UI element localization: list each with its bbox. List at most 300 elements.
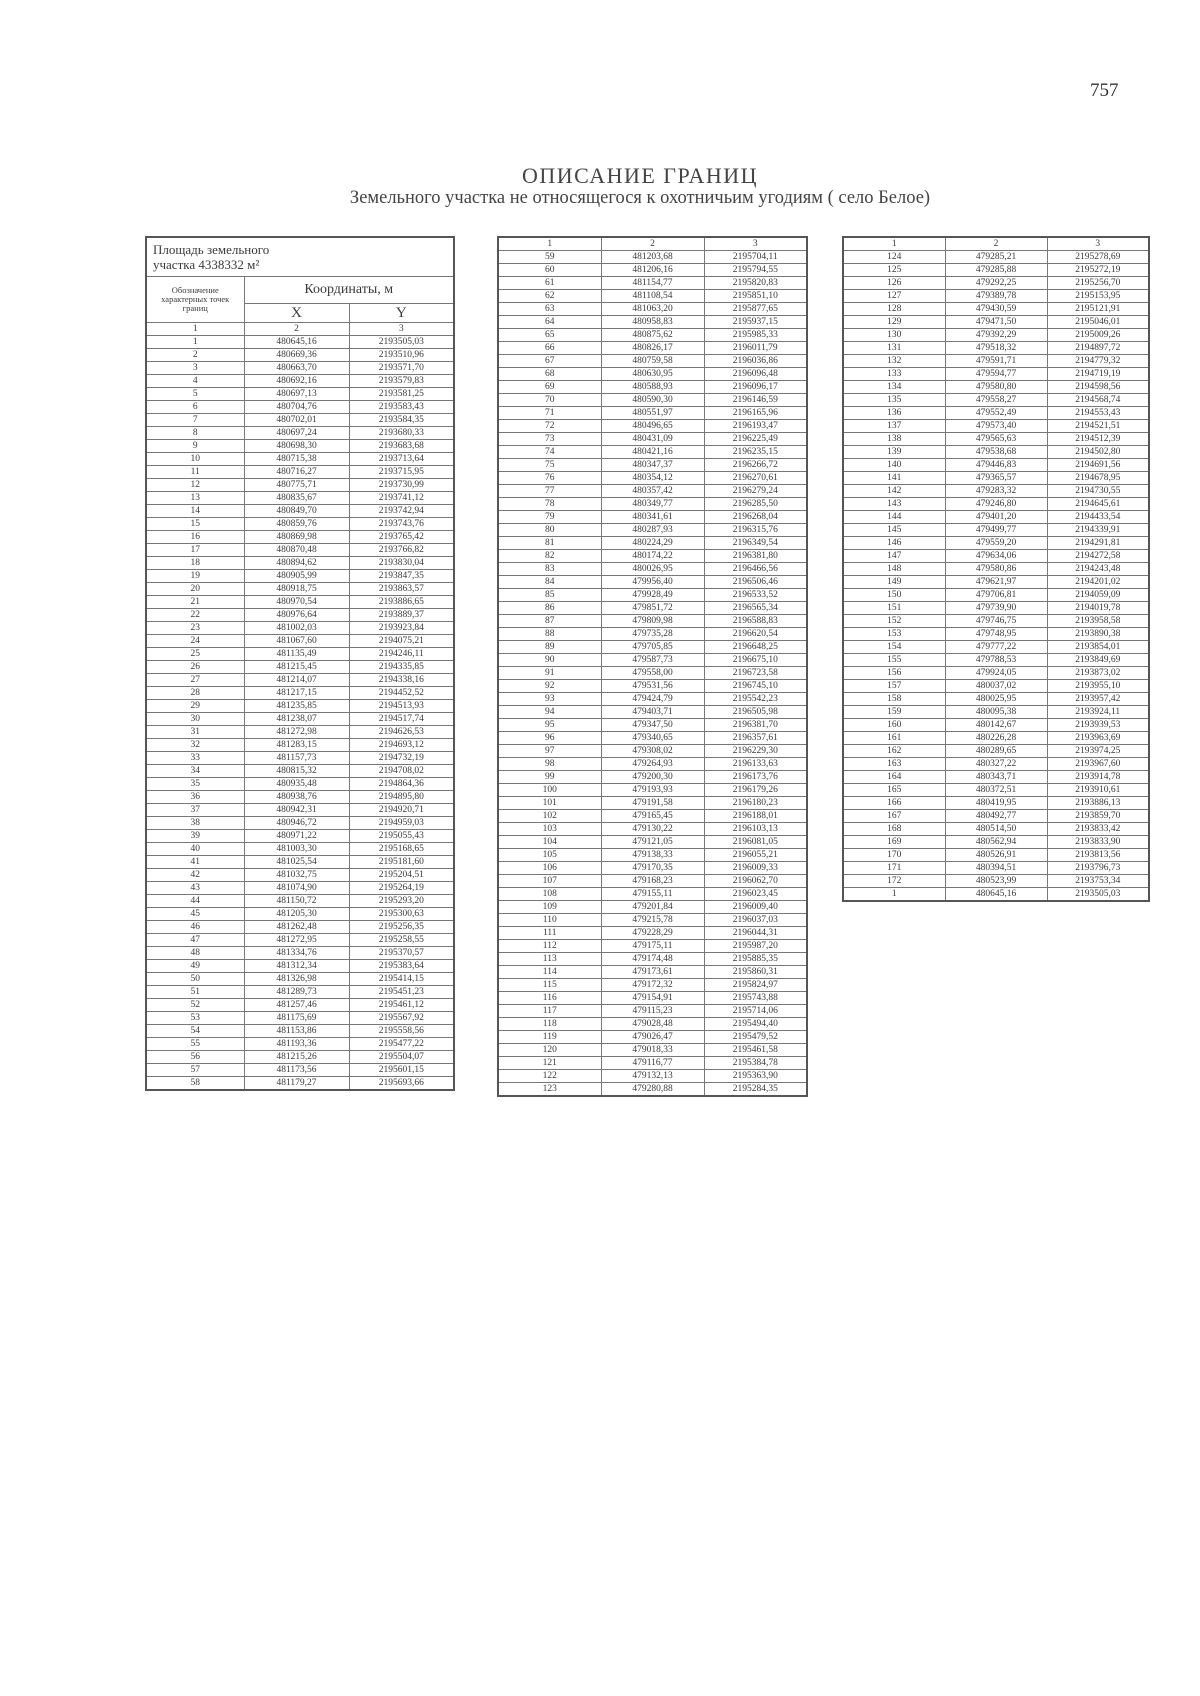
point-number-cell: 144 [843,511,945,524]
y-coordinate-cell: 2195693,66 [349,1077,454,1091]
y-coordinate-cell: 2196270,61 [704,472,807,485]
table-row [146,1064,454,1077]
point-number-cell: 123 [498,1083,601,1097]
y-coordinate-cell: 2195009,26 [1047,329,1149,342]
point-number-cell: 57 [146,1064,244,1077]
y-coordinate-cell: 2193886,13 [1047,797,1149,810]
y-coordinate-cell: 2194779,32 [1047,355,1149,368]
point-number-cell: 95 [498,719,601,732]
point-number-cell: 166 [843,797,945,810]
table-row [498,849,807,862]
y-coordinate-cell: 2196466,56 [704,563,807,576]
y-coordinate-cell: 2193859,70 [1047,810,1149,823]
x-coordinate-cell: 481272,95 [244,934,349,947]
y-coordinate-cell: 2194517,74 [349,713,454,726]
x-coordinate-cell: 480970,54 [244,596,349,609]
point-number-cell: 16 [146,531,244,544]
point-number-cell: 5 [146,388,244,401]
column-number-row [843,237,1149,251]
table-row [146,778,454,791]
point-number-cell: 134 [843,381,945,394]
y-coordinate-cell: 2195567,92 [349,1012,454,1025]
x-coordinate-cell: 479347,50 [601,719,704,732]
point-number-cell: 34 [146,765,244,778]
x-coordinate-cell: 480514,50 [945,823,1047,836]
point-number-cell: 153 [843,628,945,641]
y-coordinate-cell: 2196279,24 [704,485,807,498]
x-coordinate-cell: 481173,56 [244,1064,349,1077]
y-coordinate-cell: 2193715,95 [349,466,454,479]
table-row [146,908,454,921]
table-row [146,609,454,622]
table-row [498,290,807,303]
table-row [843,511,1149,524]
x-coordinate-cell: 480942,31 [244,804,349,817]
table-row [498,251,807,264]
table-row [843,368,1149,381]
table-row [146,817,454,830]
boundary-table-1 [145,236,455,1091]
table-row [498,940,807,953]
table-row [498,355,807,368]
y-coordinate-cell: 2193963,69 [1047,732,1149,745]
point-number-cell: 124 [843,251,945,264]
x-coordinate-cell: 479121,05 [601,836,704,849]
x-coordinate-cell: 479165,45 [601,810,704,823]
point-number-cell: 85 [498,589,601,602]
point-number-cell: 49 [146,960,244,973]
table-row [146,531,454,544]
table-row [843,251,1149,264]
x-coordinate-cell: 479746,75 [945,615,1047,628]
table-row [498,745,807,758]
point-number-cell: 52 [146,999,244,1012]
y-coordinate-cell: 2195877,65 [704,303,807,316]
y-coordinate-cell: 2194598,56 [1047,381,1149,394]
x-coordinate-cell: 480496,65 [601,420,704,433]
column-number: 1 [498,237,601,251]
x-coordinate-cell: 480663,70 [244,362,349,375]
point-number-cell: 103 [498,823,601,836]
point-number-cell: 6 [146,401,244,414]
table-row [498,485,807,498]
boundary-table-3 [842,236,1150,902]
point-number-cell: 146 [843,537,945,550]
table-row [843,836,1149,849]
table-row [498,901,807,914]
y-coordinate-cell: 2194521,51 [1047,420,1149,433]
y-coordinate-cell: 2194897,72 [1047,342,1149,355]
point-label-header: Обозначение характерных точек границ [146,277,244,323]
table-row [498,498,807,511]
point-number-cell: 63 [498,303,601,316]
x-coordinate-cell: 479246,80 [945,498,1047,511]
x-coordinate-cell: 480971,22 [244,830,349,843]
x-coordinate-cell: 479193,93 [601,784,704,797]
x-coordinate-cell: 480815,32 [244,765,349,778]
x-coordinate-cell: 479173,61 [601,966,704,979]
table-row [498,836,807,849]
x-coordinate-cell: 481150,72 [244,895,349,908]
x-coordinate-cell: 480704,76 [244,401,349,414]
y-coordinate-cell: 2196096,48 [704,368,807,381]
x-coordinate-cell: 481175,69 [244,1012,349,1025]
table-row [146,453,454,466]
y-coordinate-cell: 2195258,55 [349,934,454,947]
y-coordinate-cell: 2195985,33 [704,329,807,342]
point-number-cell: 36 [146,791,244,804]
y-coordinate-cell: 2195860,31 [704,966,807,979]
column-number: 3 [704,237,807,251]
x-header: X [244,304,349,323]
table-row [146,427,454,440]
point-number-cell: 92 [498,680,601,693]
y-coordinate-cell: 2196505,98 [704,706,807,719]
y-coordinate-cell: 2194678,95 [1047,472,1149,485]
y-coordinate-cell: 2193849,69 [1047,654,1149,667]
point-number-cell: 102 [498,810,601,823]
point-number-cell: 81 [498,537,601,550]
x-coordinate-cell: 479215,78 [601,914,704,927]
table-row [146,1051,454,1064]
point-number-cell: 27 [146,674,244,687]
x-coordinate-cell: 479565,63 [945,433,1047,446]
table-row [146,401,454,414]
y-coordinate-cell: 2196229,30 [704,745,807,758]
point-number-cell: 75 [498,459,601,472]
x-coordinate-cell: 480715,38 [244,453,349,466]
table-row [843,654,1149,667]
x-coordinate-cell: 480759,58 [601,355,704,368]
y-coordinate-cell: 2195272,19 [1047,264,1149,277]
point-number-cell: 91 [498,667,601,680]
table-row [498,758,807,771]
table-row [843,849,1149,862]
x-coordinate-cell: 479538,68 [945,446,1047,459]
point-number-cell: 19 [146,570,244,583]
table-row [843,641,1149,654]
point-number-cell: 99 [498,771,601,784]
table-row [146,349,454,362]
y-coordinate-cell: 2193741,12 [349,492,454,505]
table-row [498,459,807,472]
x-coordinate-cell: 480349,77 [601,498,704,511]
y-coordinate-cell: 2193796,73 [1047,862,1149,875]
y-coordinate-cell: 2196723,58 [704,667,807,680]
y-coordinate-cell: 2194959,03 [349,817,454,830]
x-coordinate-cell: 480946,72 [244,817,349,830]
x-coordinate-cell: 479116,77 [601,1057,704,1070]
point-number-cell: 149 [843,576,945,589]
table-row [146,947,454,960]
x-coordinate-cell: 479292,25 [945,277,1047,290]
point-number-cell: 150 [843,589,945,602]
y-coordinate-cell: 2194513,93 [349,700,454,713]
table-row [498,277,807,290]
point-number-cell: 60 [498,264,601,277]
x-coordinate-cell: 481203,68 [601,251,704,264]
point-number-cell: 37 [146,804,244,817]
y-coordinate-cell: 2194243,48 [1047,563,1149,576]
point-number-cell: 46 [146,921,244,934]
x-coordinate-cell: 480419,95 [945,797,1047,810]
table-row [843,394,1149,407]
y-coordinate-cell: 2196023,45 [704,888,807,901]
x-coordinate-cell: 481003,30 [244,843,349,856]
x-coordinate-cell: 479552,49 [945,407,1047,420]
x-coordinate-cell: 481289,73 [244,986,349,999]
y-coordinate-cell: 2195451,23 [349,986,454,999]
y-coordinate-cell: 2195204,51 [349,869,454,882]
y-coordinate-cell: 2194433,54 [1047,511,1149,524]
x-coordinate-cell: 479809,98 [601,615,704,628]
table-row [146,596,454,609]
y-coordinate-cell: 2195046,01 [1047,316,1149,329]
point-number-cell: 98 [498,758,601,771]
point-number-cell: 82 [498,550,601,563]
table-row [146,869,454,882]
y-coordinate-cell: 2195363,90 [704,1070,807,1083]
point-number-cell: 160 [843,719,945,732]
x-coordinate-cell: 481217,15 [244,687,349,700]
table-row [843,563,1149,576]
table-row [146,830,454,843]
point-number-cell: 170 [843,849,945,862]
y-coordinate-cell: 2196268,04 [704,511,807,524]
x-coordinate-cell: 480697,13 [244,388,349,401]
point-number-cell: 39 [146,830,244,843]
table-row [498,1044,807,1057]
y-coordinate-cell: 2195181,60 [349,856,454,869]
point-number-cell: 76 [498,472,601,485]
point-number-cell: 118 [498,1018,601,1031]
x-coordinate-cell: 479748,95 [945,628,1047,641]
point-number-cell: 56 [146,1051,244,1064]
x-coordinate-cell: 481238,07 [244,713,349,726]
y-coordinate-cell: 2196533,52 [704,589,807,602]
table-row [146,414,454,427]
point-number-cell: 129 [843,316,945,329]
point-number-cell: 1 [843,888,945,902]
point-number-cell: 163 [843,758,945,771]
area-line-2: участка 4338332 м² [153,257,260,272]
y-coordinate-cell: 2196381,70 [704,719,807,732]
table-row [843,342,1149,355]
x-coordinate-cell: 480095,38 [945,706,1047,719]
table-row [146,895,454,908]
y-coordinate-cell: 2195055,43 [349,830,454,843]
y-coordinate-cell: 2196146,59 [704,394,807,407]
y-coordinate-cell: 2195278,69 [1047,251,1149,264]
x-coordinate-cell: 479170,35 [601,862,704,875]
point-number-cell: 116 [498,992,601,1005]
point-number-cell: 168 [843,823,945,836]
x-coordinate-cell: 481153,86 [244,1025,349,1038]
table-row [146,492,454,505]
table-row [843,615,1149,628]
point-number-cell: 132 [843,355,945,368]
table-row [146,843,454,856]
x-coordinate-cell: 481063,20 [601,303,704,316]
x-coordinate-cell: 479283,32 [945,485,1047,498]
table-row [843,329,1149,342]
point-number-cell: 79 [498,511,601,524]
y-coordinate-cell: 2196620,54 [704,628,807,641]
point-number-cell: 89 [498,641,601,654]
point-number-cell: 152 [843,615,945,628]
point-number-cell: 127 [843,290,945,303]
table-row [146,999,454,1012]
x-coordinate-cell: 479403,71 [601,706,704,719]
y-coordinate-cell: 2194291,81 [1047,537,1149,550]
table-row [498,420,807,433]
table-row [498,1083,807,1097]
y-coordinate-cell: 2193584,35 [349,414,454,427]
point-number-cell: 122 [498,1070,601,1083]
x-coordinate-cell: 479115,23 [601,1005,704,1018]
y-coordinate-cell: 2194732,19 [349,752,454,765]
point-number-cell: 29 [146,700,244,713]
y-coordinate-cell: 2195601,15 [349,1064,454,1077]
point-number-cell: 62 [498,290,601,303]
y-coordinate-cell: 2196173,76 [704,771,807,784]
point-number-cell: 12 [146,479,244,492]
y-coordinate-cell: 2196648,25 [704,641,807,654]
point-number-cell: 94 [498,706,601,719]
y-coordinate-cell: 2195494,40 [704,1018,807,1031]
table-row [843,498,1149,511]
point-number-cell: 119 [498,1031,601,1044]
point-number-cell: 44 [146,895,244,908]
point-number-cell: 50 [146,973,244,986]
point-number-cell: 33 [146,752,244,765]
x-coordinate-cell: 481157,73 [244,752,349,765]
point-number-cell: 162 [843,745,945,758]
point-number-cell: 77 [498,485,601,498]
point-number-cell: 97 [498,745,601,758]
table-row [146,856,454,869]
table-row [843,862,1149,875]
point-number-cell: 126 [843,277,945,290]
point-number-cell: 26 [146,661,244,674]
point-number-cell: 159 [843,706,945,719]
point-number-cell: 78 [498,498,601,511]
x-coordinate-cell: 479594,77 [945,368,1047,381]
y-coordinate-cell: 2195256,70 [1047,277,1149,290]
y-coordinate-cell: 2193713,64 [349,453,454,466]
y-coordinate-cell: 2194246,11 [349,648,454,661]
x-coordinate-cell: 479531,56 [601,680,704,693]
table-row [843,459,1149,472]
table-row [843,550,1149,563]
point-number-cell: 158 [843,693,945,706]
table-row [843,745,1149,758]
x-coordinate-cell: 480702,01 [244,414,349,427]
table-row [146,466,454,479]
point-number-cell: 108 [498,888,601,901]
x-coordinate-cell: 480394,51 [945,862,1047,875]
y-coordinate-cell: 2196103,13 [704,823,807,836]
table-row [498,472,807,485]
y-coordinate-cell: 2196349,54 [704,537,807,550]
table-row [843,381,1149,394]
y-coordinate-cell: 2195153,95 [1047,290,1149,303]
y-coordinate-cell: 2196062,70 [704,875,807,888]
x-coordinate-cell: 480357,42 [601,485,704,498]
point-number-cell: 38 [146,817,244,830]
y-coordinate-cell: 2195824,97 [704,979,807,992]
y-coordinate-cell: 2193571,70 [349,362,454,375]
y-coordinate-cell: 2196133,63 [704,758,807,771]
table-row [843,576,1149,589]
y-coordinate-cell: 2194272,58 [1047,550,1149,563]
point-number-cell: 59 [498,251,601,264]
column-number-row [498,237,807,251]
y-coordinate-cell: 2195121,91 [1047,303,1149,316]
point-number-cell: 43 [146,882,244,895]
table-row [498,966,807,979]
point-number-cell: 93 [498,693,601,706]
x-coordinate-cell: 479018,33 [601,1044,704,1057]
point-number-cell: 35 [146,778,244,791]
table-row [843,758,1149,771]
x-coordinate-cell: 479956,40 [601,576,704,589]
x-coordinate-cell: 479175,11 [601,940,704,953]
x-coordinate-cell: 479132,13 [601,1070,704,1083]
y-coordinate-cell: 2194645,61 [1047,498,1149,511]
point-number-cell: 111 [498,927,601,940]
point-number-cell: 68 [498,368,601,381]
point-number-cell: 9 [146,440,244,453]
point-number-cell: 61 [498,277,601,290]
y-coordinate-cell: 2196315,76 [704,524,807,537]
x-coordinate-cell: 481272,98 [244,726,349,739]
y-coordinate-cell: 2195293,20 [349,895,454,908]
point-number-cell: 72 [498,420,601,433]
y-coordinate-cell: 2193742,94 [349,505,454,518]
table-row [498,719,807,732]
table-row [498,329,807,342]
table-row [498,693,807,706]
x-coordinate-cell: 480037,02 [945,680,1047,693]
table-row [843,784,1149,797]
y-coordinate-cell: 2193939,53 [1047,719,1149,732]
table-row [498,602,807,615]
x-coordinate-cell: 480692,16 [244,375,349,388]
area-line-1: Площадь земельного [153,242,270,257]
y-coordinate-cell: 2193914,78 [1047,771,1149,784]
point-number-cell: 15 [146,518,244,531]
x-coordinate-cell: 480142,67 [945,719,1047,732]
y-coordinate-cell: 2196675,10 [704,654,807,667]
x-coordinate-cell: 480698,30 [244,440,349,453]
y-coordinate-cell: 2195461,12 [349,999,454,1012]
x-coordinate-cell: 479580,80 [945,381,1047,394]
x-coordinate-cell: 479558,27 [945,394,1047,407]
y-coordinate-cell: 2196266,72 [704,459,807,472]
y-coordinate-cell: 2196588,83 [704,615,807,628]
table-row [146,700,454,713]
point-number-cell: 84 [498,576,601,589]
y-coordinate-cell: 2194568,74 [1047,394,1149,407]
point-number-cell: 83 [498,563,601,576]
x-coordinate-cell: 479788,53 [945,654,1047,667]
y-coordinate-cell: 2194335,85 [349,661,454,674]
table-row [146,635,454,648]
x-coordinate-cell: 479285,88 [945,264,1047,277]
y-coordinate-cell: 2195504,07 [349,1051,454,1064]
y-coordinate-cell: 2194075,21 [349,635,454,648]
